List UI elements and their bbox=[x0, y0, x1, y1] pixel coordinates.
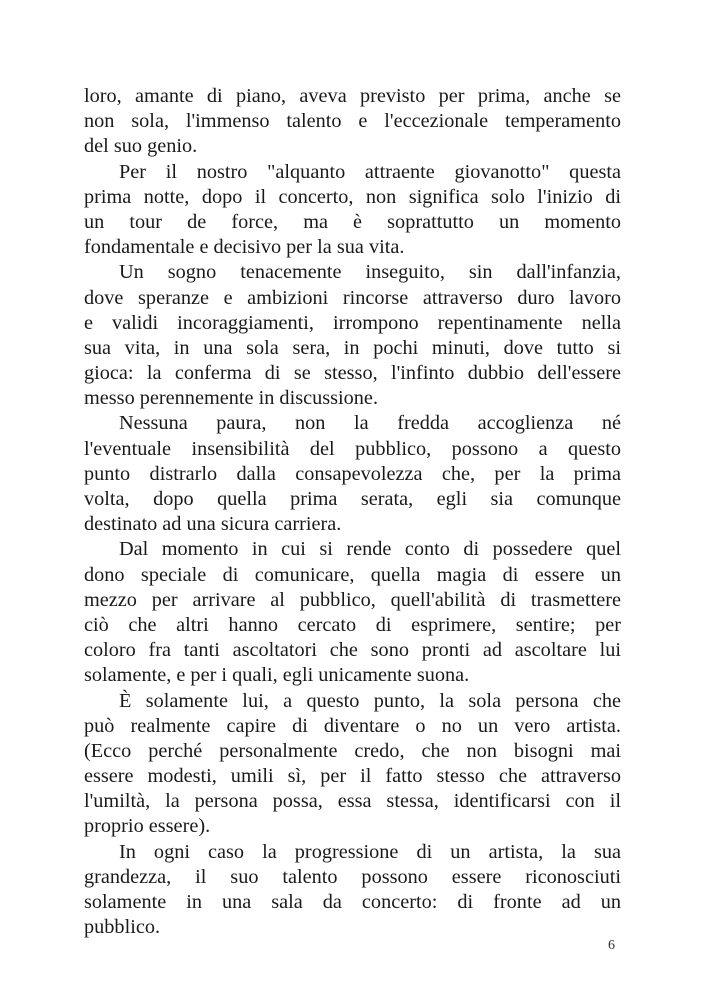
text-line: dono speciale di comunicare, quella magia di essere un bbox=[84, 563, 621, 586]
text-line: l'umiltà, la persona possa, essa stessa, identificarsi con il bbox=[84, 790, 621, 813]
text-line: ciò che altri hanno cercato di esprimere, sentire; per bbox=[84, 613, 621, 636]
text-line: Un sogno tenacemente inseguito, sin dall'infanzia, bbox=[119, 261, 621, 284]
text-line: del suo genio. bbox=[84, 135, 198, 158]
text-line: fondamentale e decisivo per la sua vita. bbox=[84, 236, 405, 259]
text-line: e validi incoraggiamenti, irrompono repentinamente nella bbox=[84, 311, 621, 334]
text-line: dove speranze e ambizioni rincorse attraverso duro lavoro bbox=[84, 286, 621, 309]
text-line: grandezza, il suo talento possono essere riconosciuti bbox=[84, 865, 621, 888]
text-line: solamente in una sala da concerto: di fronte ad un bbox=[84, 891, 621, 913]
text-line: prima notte, dopo il concerto, non significa solo l'inizio di bbox=[84, 185, 621, 208]
text-line: sua vita, in una sola sera, in pochi minuti, dove tutto si bbox=[84, 336, 621, 359]
text-line: Dal momento in cui si rende conto di possedere quel bbox=[119, 538, 621, 561]
text-line: pubblico. bbox=[84, 916, 161, 939]
text-line: Nessuna paura, non la fredda accoglienza né bbox=[119, 412, 621, 435]
paragraph bbox=[84, 160, 621, 261]
text-line: gioca: la conferma di se stesso, l'infinto dubbio dell'essere bbox=[84, 362, 621, 385]
text-line: messo perennemente in discussione. bbox=[84, 387, 379, 410]
text-line: Per il nostro "alquanto attraente giovanotto" questa bbox=[119, 160, 621, 183]
text-line: proprio essere). bbox=[84, 815, 211, 838]
text-line: In ogni caso la progressione di un artista, la sua bbox=[119, 840, 621, 863]
text-line: coloro fra tanti ascoltatori che sono pronti ad ascoltare lui bbox=[84, 639, 621, 662]
text-line: non sola, l'immenso talento e l'eccezionale temperamento bbox=[84, 110, 621, 133]
text-line: mezzo per arrivare al pubblico, quell'abilità di trasmettere bbox=[84, 588, 621, 611]
text-line: (Ecco perché personalmente credo, che non bisogni mai bbox=[84, 739, 621, 762]
paragraph bbox=[84, 84, 621, 160]
paragraph bbox=[84, 840, 621, 941]
paragraph bbox=[84, 689, 621, 840]
text-line: l'eventuale insensibilità del pubblico, possono a questo bbox=[84, 437, 621, 460]
page-number: 6 bbox=[608, 938, 615, 953]
paragraph bbox=[84, 411, 621, 537]
text-line: solamente, e per i quali, egli unicamente suona. bbox=[84, 664, 470, 687]
text-line: È solamente lui, a questo punto, la sola persona che bbox=[119, 689, 621, 712]
text-line: loro, amante di piano, aveva previsto per prima, anche se bbox=[84, 85, 621, 107]
text-line: può realmente capire di diventare o no un vero artista. bbox=[84, 714, 621, 737]
paragraph bbox=[84, 537, 621, 688]
text-line: volta, dopo quella prima serata, egli sia comunque bbox=[84, 488, 621, 510]
text-line: essere modesti, umili sì, per il fatto stesso che attraverso bbox=[84, 765, 621, 788]
body-text bbox=[84, 84, 621, 940]
text-line: punto distrarlo dalla consapevolezza che, per la prima bbox=[84, 462, 621, 485]
text-line: destinato ad una sicura carriera. bbox=[84, 513, 342, 536]
text-line: un tour de force, ma è soprattutto un momento bbox=[84, 210, 621, 233]
paragraph bbox=[84, 260, 621, 411]
